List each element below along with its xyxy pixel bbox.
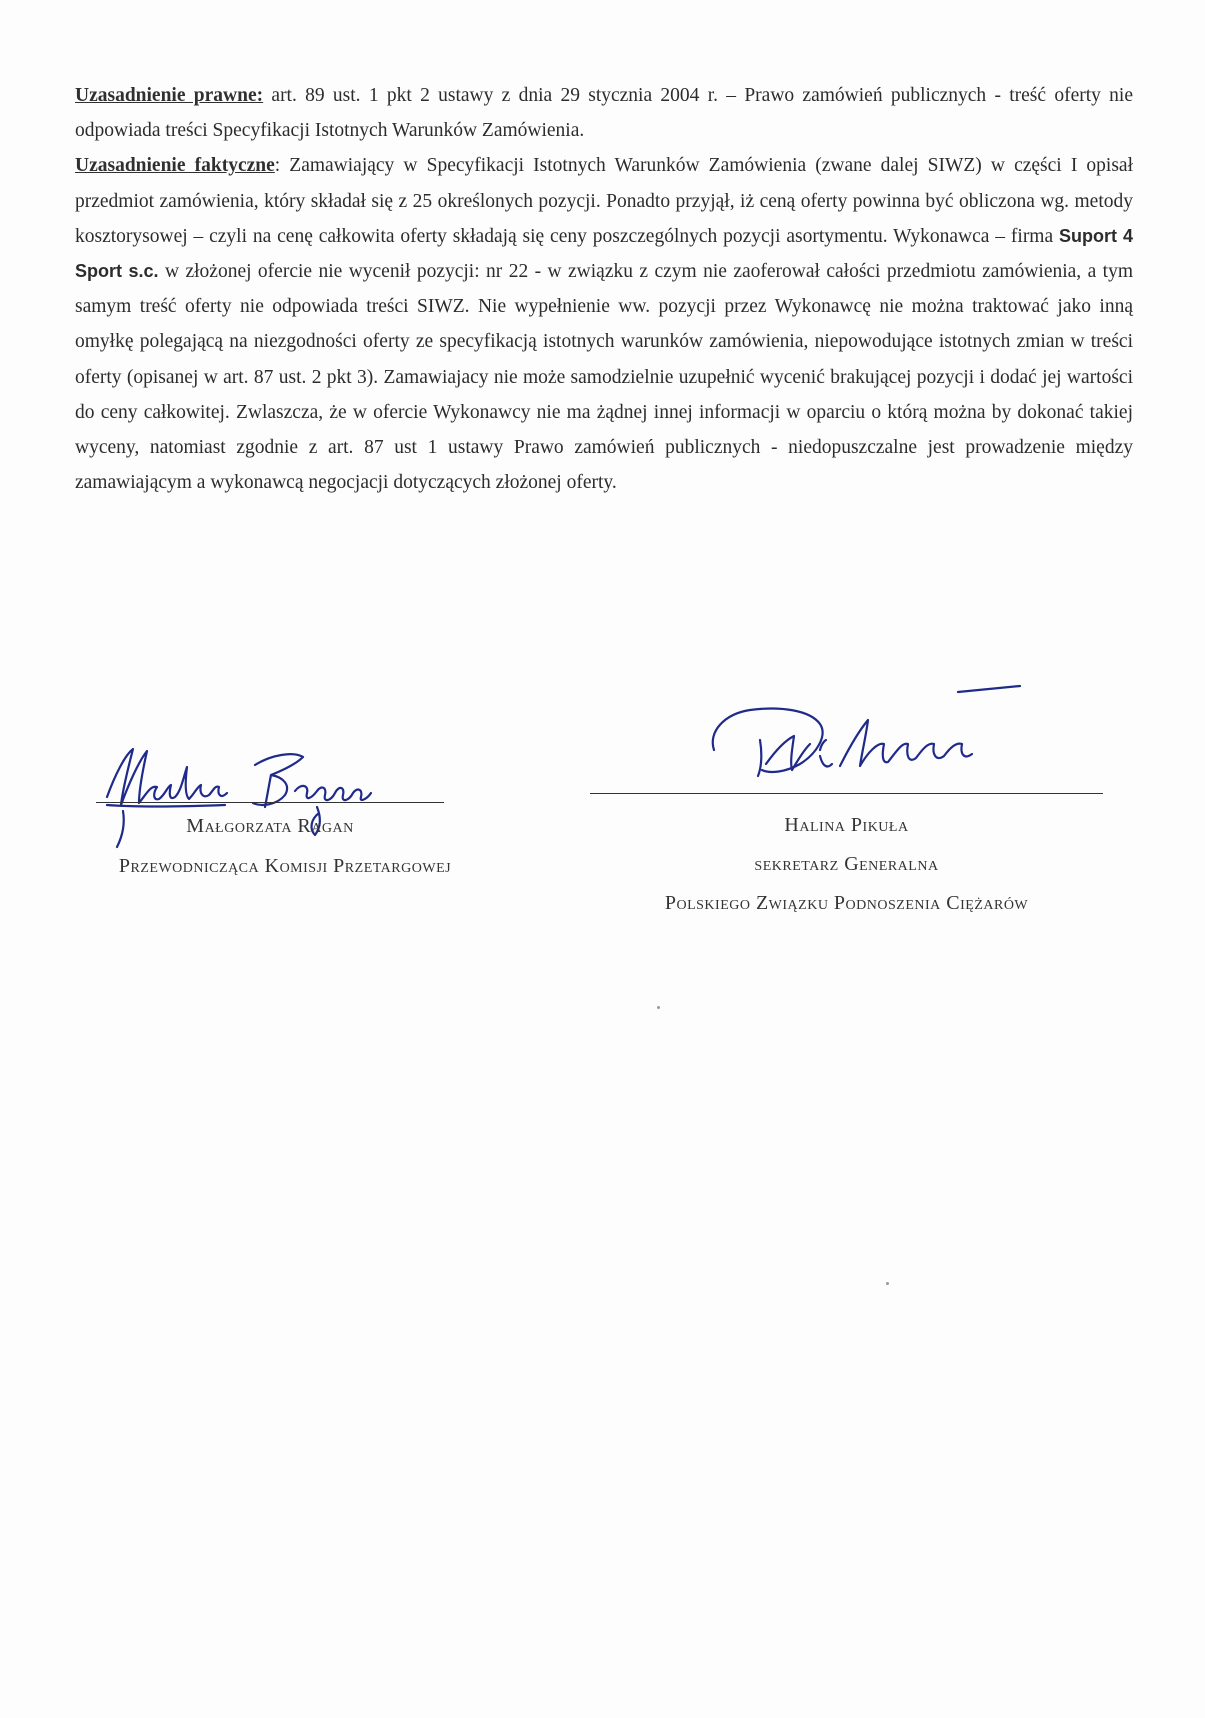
factual-justification-paragraph [75, 148, 1133, 500]
left-signatory-name: Małgorzata Ragan [186, 815, 354, 837]
right-signature-line [590, 793, 1103, 794]
right-signatory-role-line2: Polskiego Związku Podnoszenia Ciężarów [664, 892, 1029, 914]
factual-justification-label: Uzasadnienie faktyczne [75, 155, 275, 177]
left-signatory-role: Przewodnicząca Komisji Przetargowej [118, 855, 452, 877]
company-name: Suport 4 Sport s.c. [75, 225, 1133, 282]
legal-justification-text: art. 89 ust. 1 pkt 2 ustawy z dnia 29 stycznia 2004 r. – Prawo zamówień publicznych - treść oferty nie odpowiada treści Specyfikacji Istotnych Warunków Zamówienia. [75, 85, 1133, 142]
scan-speck [657, 1006, 660, 1009]
right-signatory-name: Halina Pikuła [784, 814, 909, 836]
right-signatory-role-line1: sekretarz Generalna [754, 853, 939, 875]
factual-justification-text-a: : Zamawiający w Specyfikacji Istotnych Warunków Zamówienia (zwane dalej SIWZ) w części I opisał przedmiot zamówienia, który składał się z 25 określonych pozycji. Ponadto przyjął, iż ceną oferty powinna być obliczona wg. metody kosztorysowej – czyli na cenę całkowita oferty składają się ceny poszczególnych pozycji asortymentu. Wykonawca – firma [75, 155, 1134, 247]
legal-justification-label: Uzasadnienie prawne: [75, 85, 264, 106]
factual-justification-text-b: w złożonej ofercie nie wycenił pozycji: nr 22 - w związku z czym nie zaoferował całości przedmiotu zamówienia, a tym samym treść oferty nie odpowiada treści SIWZ. Nie wypełnienie ww. pozycji przez Wykonawcę nie można traktować jako inną omyłkę polegającą na niezgodności oferty ze specyfikacją istotnych warunków zamówienia, niepowodujące istotnych zmian w treści oferty (opisanej w art. 87 ust. 2 pkt 3). Zamawiajacy nie może samodzielnie uzupełnić wycenić brakującej pozycji i dodać jej wartości do ceny całkowitej. Zwlaszcza, że w ofercie Wykonawcy nie ma żądnej innej informacji w oparciu o którą można by dokonać takiej wyceny, natomiast zgodnie z art. 87 ust 1 ustawy Prawo zamówień publicznych - niedopuszczalne jest prowadzenie między zamawiającym a wykonawcą negocjacji dotyczących złożonej oferty. [75, 261, 1133, 494]
legal-justification-paragraph [75, 78, 1133, 148]
left-signature-line [96, 802, 444, 803]
right-signature-image [700, 680, 1060, 810]
scan-speck [886, 1282, 889, 1285]
justification-text [75, 78, 1133, 500]
